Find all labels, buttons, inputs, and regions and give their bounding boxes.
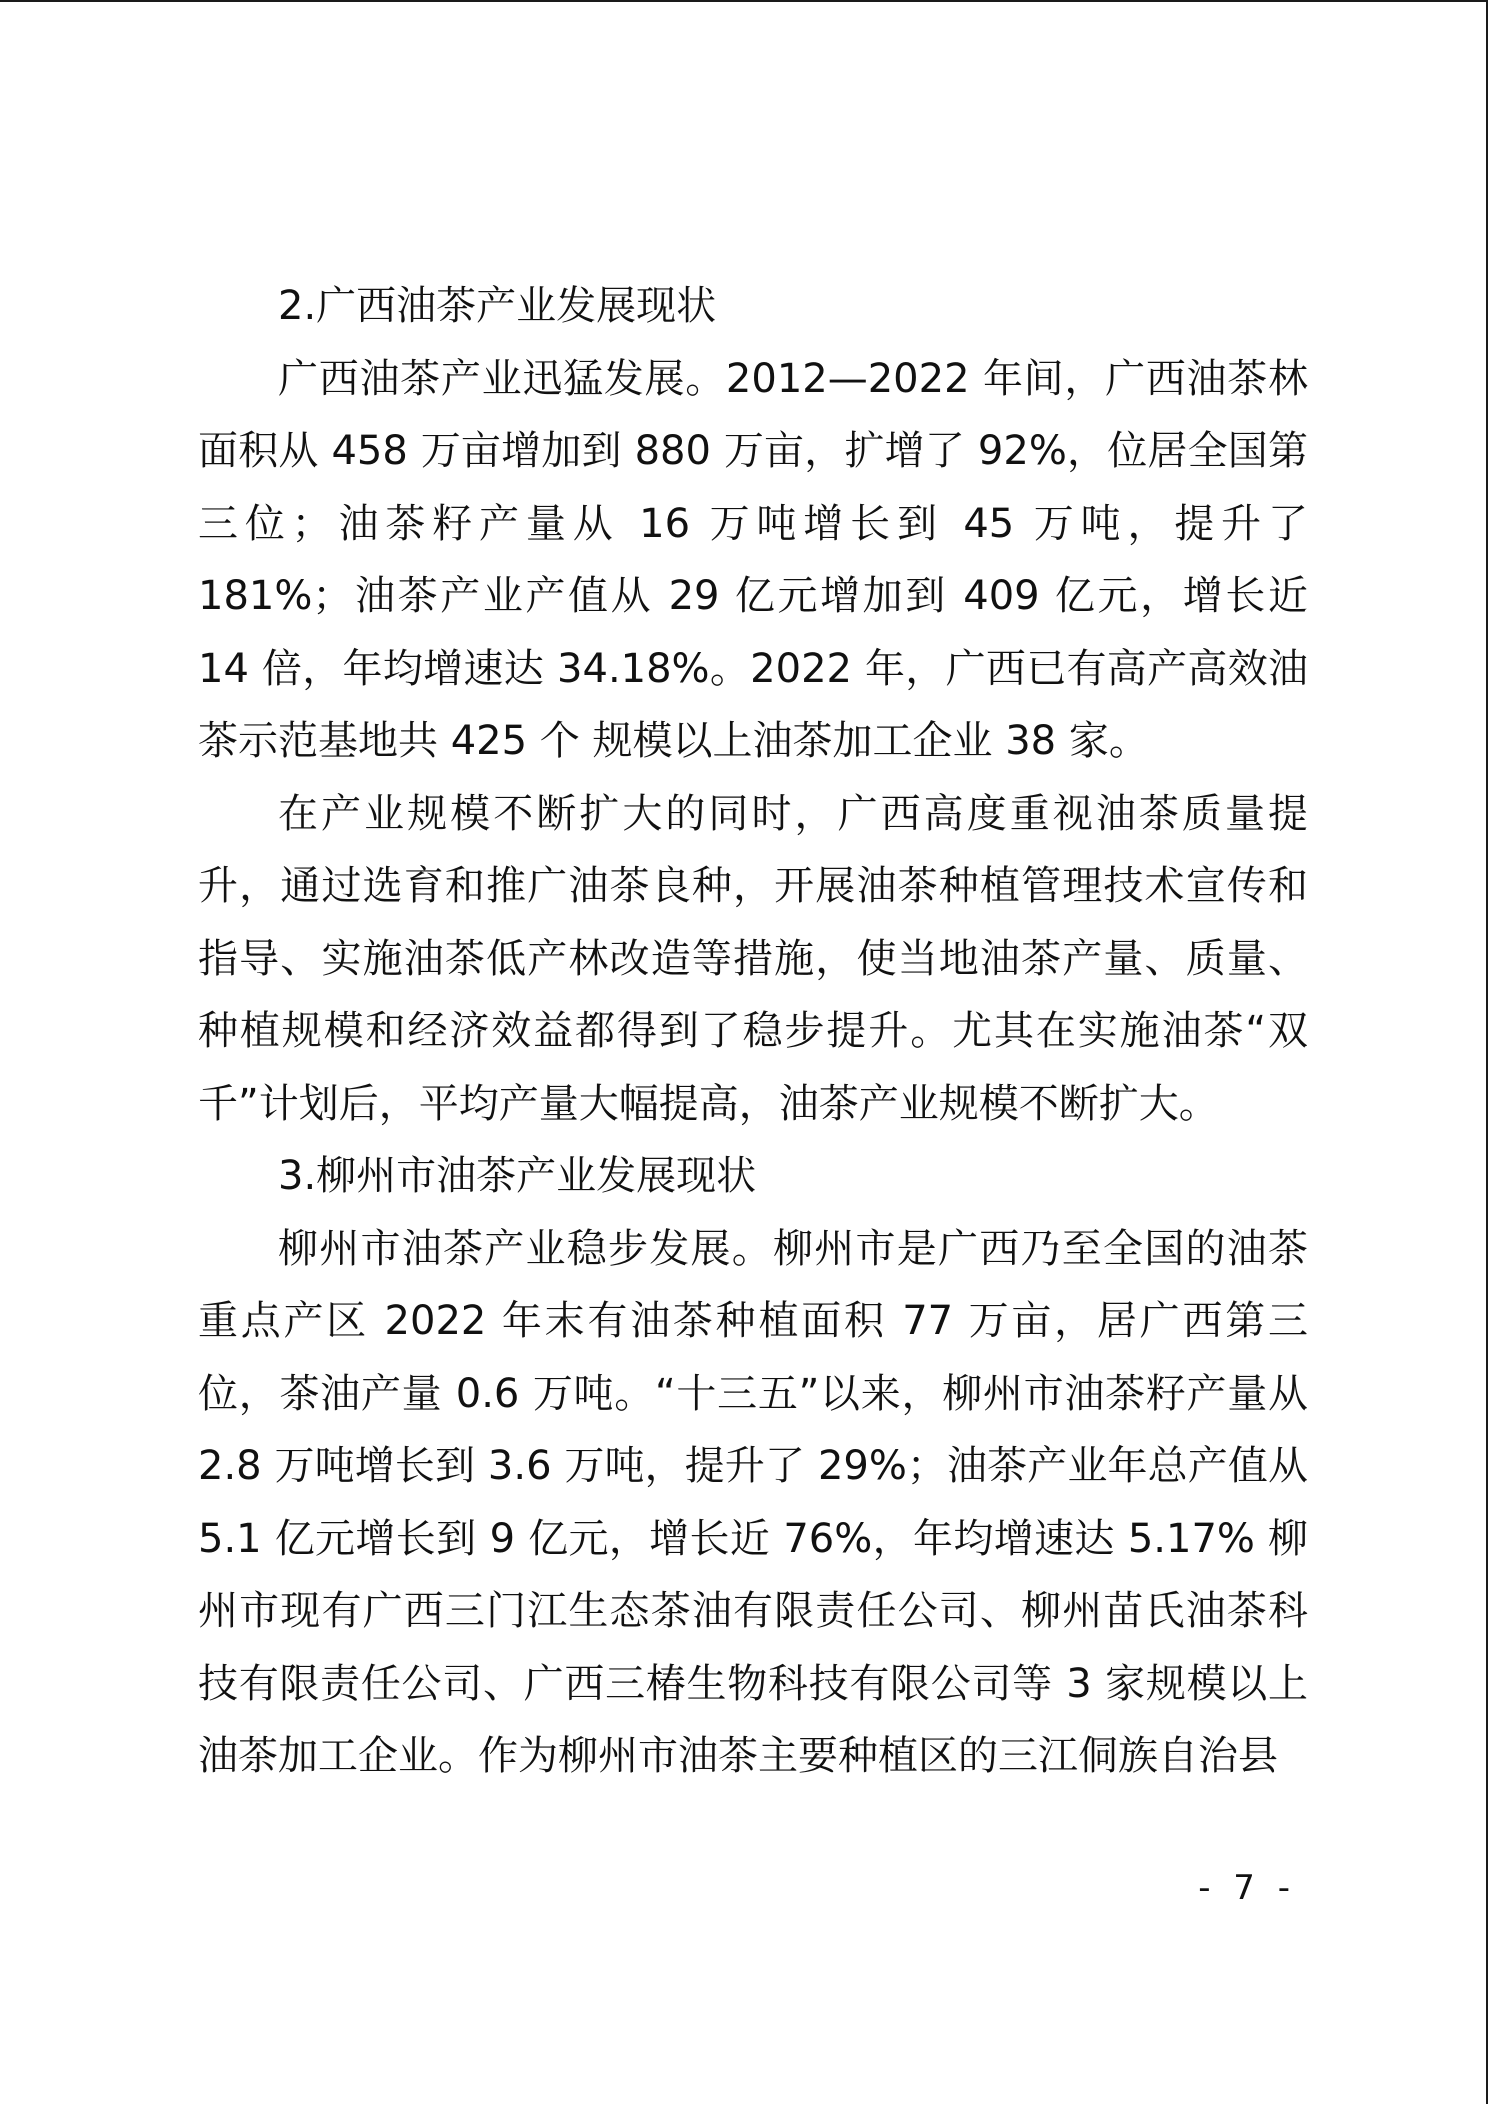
paragraph-guangxi-quality: 在产业规模不断扩大的同时，广西高度重视油茶质量提升，通过选育和推广油茶良种，开展油茶种植管理技术宣传和指导、实施油茶低产林改造等措施，使当地油茶产量、质量、种植规模和经济效益都得到了稳步提升。尤其在实施油茶“双千”计划后，平均产量大幅提高，油茶产业规模不断扩大。 (198, 790, 1308, 1127)
page-number: - 7 - (1198, 1868, 1296, 1908)
paragraph-guangxi-growth: 广西油茶产业迅猛发展。2012—2022 年间，广西油茶林面积从 458 万亩增加到 880 万亩，扩增了 92%，位居全国第三位；油茶籽产量从 16 万吨增长到 45 万吨，提升了 181%；油茶产业产值从 29 亿元增加到 409 亿元，增长近 14 倍，年均增速达 34.18%。2022 年，广西已有高产高效油茶示范基地共 425 个 规模以上油茶加工企业 38 家。 (198, 355, 1308, 764)
document-body (198, 270, 1308, 1793)
section-heading-guangxi: 2.广西油茶产业发展现状 (278, 283, 717, 329)
section-heading-liuzhou: 3.柳州市油茶产业发展现状 (278, 1153, 757, 1199)
paragraph-liuzhou-development: 柳州市油茶产业稳步发展。柳州市是广西乃至全国的油茶重点产区 2022 年末有油茶种植面积 77 万亩，居广西第三位，茶油产量 0.6 万吨。“十三五”以来，柳州市油茶籽产量从 2.8 万吨增长到 3.6 万吨，提升了 29%；油茶产业年总产值从 5.1 亿元增长到 9 亿元，增长近 76%，年均增速达 5.17% 柳州市现有广西三门江生态茶油有限责任公司、柳州苗氏油茶科技有限责任公司、广西三椿生物科技有限公司等 3 家规模以上油茶加工企业。作为柳州市油茶主要种植区的三江侗族自治县 (198, 1225, 1308, 1779)
